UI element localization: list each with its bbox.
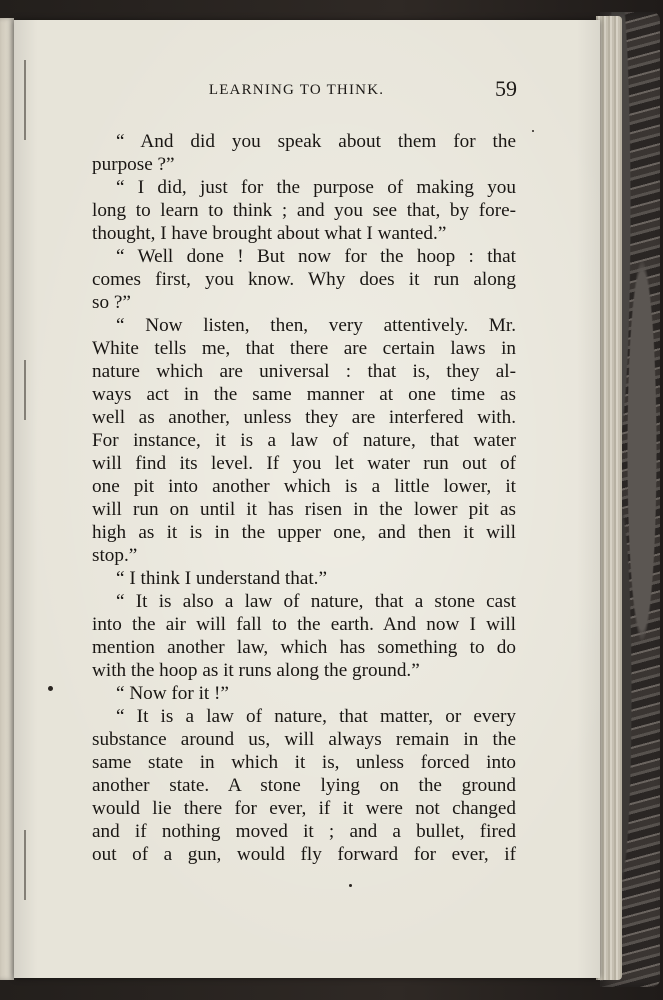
text-line: “ I think I understand that.”	[116, 568, 327, 589]
page-number: 59	[495, 76, 517, 101]
text-line: high as it is in the upper one, and then it will	[92, 522, 516, 543]
gutter-shadow	[24, 830, 26, 900]
text-line: out of a gun, would fly forward for ever, if	[92, 844, 516, 865]
text-line: mention another law, which has something to do	[92, 637, 516, 658]
text-line: “ Well done ! But now for the hoop : that	[116, 246, 516, 267]
paper-speck	[532, 130, 534, 132]
text-line: well as another, unless they are interfered with.	[92, 407, 516, 428]
text-line: comes first, you know. Why does it run along	[92, 269, 516, 290]
paper-speck	[349, 884, 352, 887]
text-line: “ And did you speak about them for the	[116, 131, 516, 152]
text-line: same state in which it is, unless forced into	[92, 752, 516, 773]
text-line: “ Now listen, then, very attentively. Mr.	[116, 315, 516, 336]
text-line: and if nothing moved it ; and a bullet, fired	[92, 821, 516, 842]
text-line: with the hoop as it runs along the ground.”	[92, 660, 420, 681]
text-line: “ Now for it !”	[116, 683, 229, 704]
text-line: will find its level. If you let water run out of	[92, 453, 516, 474]
text-line: nature which are universal : that is, they al-	[92, 361, 516, 382]
text-line: another state. A stone lying on the ground	[92, 775, 516, 796]
text-line: White tells me, that there are certain laws in	[92, 338, 516, 359]
paper-speck	[48, 686, 53, 691]
text-line: will run on until it has risen in the lower pit as	[92, 499, 516, 520]
text-line: “ It is a law of nature, that matter, or every	[116, 706, 516, 727]
text-line: would lie there for ever, if it were not changed	[92, 798, 516, 819]
text-line: one pit into another which is a little lower, it	[92, 476, 516, 497]
gutter-shadow	[24, 360, 26, 420]
facing-page-edge	[0, 18, 14, 980]
running-header	[76, 76, 517, 102]
text-line: ways act in the same manner at one time as	[92, 384, 516, 405]
text-line: purpose ?”	[92, 154, 175, 175]
page-body-text	[92, 130, 516, 866]
text-line: “ It is also a law of nature, that a stone cast	[116, 591, 516, 612]
gutter-shadow	[24, 60, 26, 140]
text-line: stop.”	[92, 545, 138, 566]
text-line: substance around us, will always remain in the	[92, 729, 516, 750]
running-title: LEARNING TO THINK.	[208, 82, 385, 98]
text-line: thought, I have brought about what I wanted.”	[92, 223, 447, 244]
text-line: into the air will fall to the earth. And now I will	[92, 614, 516, 635]
text-line: long to learn to think ; and you see that, by fore-	[92, 200, 516, 221]
text-line: “ I did, just for the purpose of making you	[116, 177, 516, 198]
text-line: so ?”	[92, 292, 131, 313]
text-line: For instance, it is a law of nature, that water	[92, 430, 516, 451]
